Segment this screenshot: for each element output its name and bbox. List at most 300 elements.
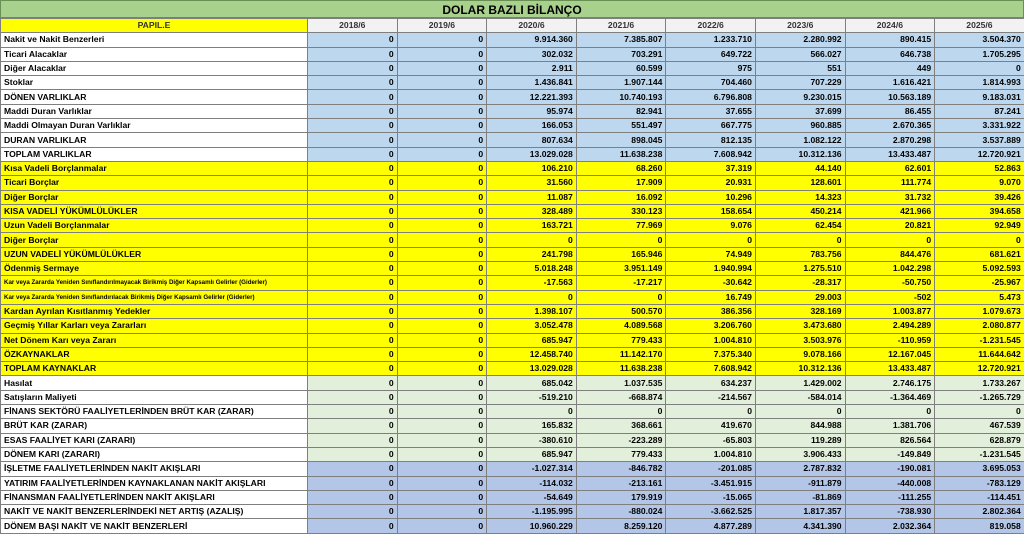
value-cell[interactable]: 0	[308, 76, 398, 90]
value-cell[interactable]: 0	[308, 347, 398, 361]
value-cell[interactable]: 0	[397, 104, 487, 118]
header-year-cell[interactable]: 2019/6	[397, 19, 487, 33]
row-label-cell[interactable]: Hasılat	[1, 376, 308, 390]
value-cell[interactable]: 386.356	[666, 304, 756, 318]
value-cell[interactable]: 11.638.238	[576, 147, 666, 161]
value-cell[interactable]: 0	[397, 476, 487, 490]
value-cell[interactable]: 12.221.393	[487, 90, 577, 104]
value-cell[interactable]: 0	[397, 204, 487, 218]
value-cell[interactable]: 4.341.390	[755, 519, 845, 533]
value-cell[interactable]: 1.429.002	[755, 376, 845, 390]
value-cell[interactable]: 2.080.877	[935, 319, 1024, 333]
value-cell[interactable]: -50.750	[845, 276, 935, 290]
value-cell[interactable]: 0	[397, 90, 487, 104]
value-cell[interactable]: 0	[397, 76, 487, 90]
value-cell[interactable]: 1.814.993	[935, 76, 1024, 90]
value-cell[interactable]: 0	[308, 247, 398, 261]
value-cell[interactable]: 1.233.710	[666, 33, 756, 47]
value-cell[interactable]: 0	[308, 161, 398, 175]
value-cell[interactable]: 1.275.510	[755, 262, 845, 276]
value-cell[interactable]: 9.914.360	[487, 33, 577, 47]
value-cell[interactable]: -110.959	[845, 333, 935, 347]
value-cell[interactable]: 5.092.593	[935, 262, 1024, 276]
value-cell[interactable]: -1.364.469	[845, 390, 935, 404]
value-cell[interactable]: 16.092	[576, 190, 666, 204]
value-cell[interactable]: 0	[308, 104, 398, 118]
row-label-cell[interactable]: Nakit ve Nakit Benzerleri	[1, 33, 308, 47]
value-cell[interactable]: -214.567	[666, 390, 756, 404]
value-cell[interactable]: 0	[845, 405, 935, 419]
value-cell[interactable]: 0	[397, 319, 487, 333]
value-cell[interactable]: 394.658	[935, 204, 1024, 218]
header-year-cell[interactable]: 2023/6	[755, 19, 845, 33]
value-cell[interactable]: 0	[397, 333, 487, 347]
value-cell[interactable]: 0	[308, 362, 398, 376]
value-cell[interactable]: 29.003	[755, 290, 845, 304]
value-cell[interactable]: 649.722	[666, 47, 756, 61]
value-cell[interactable]: -17.563	[487, 276, 577, 290]
value-cell[interactable]: 10.296	[666, 190, 756, 204]
row-label-cell[interactable]: Ticari Alacaklar	[1, 47, 308, 61]
value-cell[interactable]: 1.436.841	[487, 76, 577, 90]
value-cell[interactable]: 0	[397, 290, 487, 304]
header-year-cell[interactable]: 2018/6	[308, 19, 398, 33]
value-cell[interactable]: 1.004.810	[666, 447, 756, 461]
value-cell[interactable]: 1.616.421	[845, 76, 935, 90]
value-cell[interactable]: 68.260	[576, 161, 666, 175]
value-cell[interactable]: 44.140	[755, 161, 845, 175]
value-cell[interactable]: 0	[308, 262, 398, 276]
value-cell[interactable]: 0	[308, 147, 398, 161]
row-label-cell[interactable]: Kar veya Zararda Yeniden Sınıflandırılacak Birikmiş Diğer Kapsamlı Gelirler (Giderler)	[1, 290, 308, 304]
value-cell[interactable]: 95.974	[487, 104, 577, 118]
value-cell[interactable]: 37.319	[666, 161, 756, 175]
value-cell[interactable]: 0	[755, 233, 845, 247]
value-cell[interactable]: 0	[308, 176, 398, 190]
value-cell[interactable]: 0	[397, 362, 487, 376]
value-cell[interactable]: 0	[935, 61, 1024, 75]
value-cell[interactable]: 0	[308, 447, 398, 461]
value-cell[interactable]: -1.231.545	[935, 333, 1024, 347]
value-cell[interactable]: 975	[666, 61, 756, 75]
value-cell[interactable]: 163.721	[487, 219, 577, 233]
header-year-cell[interactable]: 2022/6	[666, 19, 756, 33]
value-cell[interactable]: 13.029.028	[487, 147, 577, 161]
value-cell[interactable]: 39.426	[935, 190, 1024, 204]
value-cell[interactable]: 0	[308, 233, 398, 247]
value-cell[interactable]: 13.433.487	[845, 362, 935, 376]
row-label-cell[interactable]: Maddi Duran Varlıklar	[1, 104, 308, 118]
value-cell[interactable]: 4.877.289	[666, 519, 756, 533]
value-cell[interactable]: 2.870.298	[845, 133, 935, 147]
value-cell[interactable]: -846.782	[576, 462, 666, 476]
value-cell[interactable]: 0	[487, 290, 577, 304]
value-cell[interactable]: 779.433	[576, 447, 666, 461]
value-cell[interactable]: 0	[308, 219, 398, 233]
row-label-cell[interactable]: Geçmiş Yıllar Karları veya Zararları	[1, 319, 308, 333]
value-cell[interactable]: 2.670.365	[845, 119, 935, 133]
value-cell[interactable]: -81.869	[755, 490, 845, 504]
value-cell[interactable]: -213.161	[576, 476, 666, 490]
row-label-cell[interactable]: Kardan Ayrılan Kısıtlanmış Yedekler	[1, 304, 308, 318]
value-cell[interactable]: 119.289	[755, 433, 845, 447]
value-cell[interactable]: 0	[308, 390, 398, 404]
value-cell[interactable]: -519.210	[487, 390, 577, 404]
value-cell[interactable]: -584.014	[755, 390, 845, 404]
value-cell[interactable]: -25.967	[935, 276, 1024, 290]
value-cell[interactable]: 551.497	[576, 119, 666, 133]
value-cell[interactable]: 3.331.922	[935, 119, 1024, 133]
value-cell[interactable]: 9.078.166	[755, 347, 845, 361]
value-cell[interactable]: -880.024	[576, 505, 666, 519]
row-label-cell[interactable]: Net Dönem Karı veya Zararı	[1, 333, 308, 347]
value-cell[interactable]: 0	[397, 133, 487, 147]
value-cell[interactable]: -114.032	[487, 476, 577, 490]
value-cell[interactable]: 111.774	[845, 176, 935, 190]
value-cell[interactable]: 0	[308, 490, 398, 504]
value-cell[interactable]: 1.733.267	[935, 376, 1024, 390]
value-cell[interactable]: 13.029.028	[487, 362, 577, 376]
value-cell[interactable]: 783.756	[755, 247, 845, 261]
value-cell[interactable]: 0	[397, 161, 487, 175]
value-cell[interactable]: 0	[397, 505, 487, 519]
value-cell[interactable]: 14.323	[755, 190, 845, 204]
value-cell[interactable]: 1.004.810	[666, 333, 756, 347]
value-cell[interactable]: 0	[308, 333, 398, 347]
value-cell[interactable]: 1.037.535	[576, 376, 666, 390]
value-cell[interactable]: 551	[755, 61, 845, 75]
value-cell[interactable]: 20.821	[845, 219, 935, 233]
value-cell[interactable]: 10.312.136	[755, 362, 845, 376]
value-cell[interactable]: -1.265.729	[935, 390, 1024, 404]
value-cell[interactable]: 0	[397, 47, 487, 61]
row-label-cell[interactable]: Stoklar	[1, 76, 308, 90]
value-cell[interactable]: 449	[845, 61, 935, 75]
value-cell[interactable]: 844.988	[755, 419, 845, 433]
value-cell[interactable]: 0	[397, 405, 487, 419]
value-cell[interactable]: 165.832	[487, 419, 577, 433]
value-cell[interactable]: -190.081	[845, 462, 935, 476]
value-cell[interactable]: 62.454	[755, 219, 845, 233]
value-cell[interactable]: 844.476	[845, 247, 935, 261]
value-cell[interactable]: 0	[397, 433, 487, 447]
value-cell[interactable]: 302.032	[487, 47, 577, 61]
value-cell[interactable]: 3.206.760	[666, 319, 756, 333]
value-cell[interactable]: 52.863	[935, 161, 1024, 175]
value-cell[interactable]: 0	[935, 405, 1024, 419]
value-cell[interactable]: 667.775	[666, 119, 756, 133]
row-label-cell[interactable]: Maddi Olmayan Duran Varlıklar	[1, 119, 308, 133]
row-label-cell[interactable]: Diğer Borçlar	[1, 190, 308, 204]
value-cell[interactable]: 328.169	[755, 304, 845, 318]
value-cell[interactable]: 0	[308, 61, 398, 75]
value-cell[interactable]: 1.940.994	[666, 262, 756, 276]
value-cell[interactable]: 5.473	[935, 290, 1024, 304]
value-cell[interactable]: 6.796.808	[666, 90, 756, 104]
value-cell[interactable]: 0	[308, 505, 398, 519]
value-cell[interactable]: 1.381.706	[845, 419, 935, 433]
value-cell[interactable]: 0	[308, 290, 398, 304]
value-cell[interactable]: 646.738	[845, 47, 935, 61]
value-cell[interactable]: 0	[397, 462, 487, 476]
value-cell[interactable]: 11.087	[487, 190, 577, 204]
value-cell[interactable]: 0	[308, 190, 398, 204]
value-cell[interactable]: 368.661	[576, 419, 666, 433]
value-cell[interactable]: -223.289	[576, 433, 666, 447]
value-cell[interactable]: 9.183.031	[935, 90, 1024, 104]
row-label-cell[interactable]: BRÜT KAR (ZARAR)	[1, 419, 308, 433]
value-cell[interactable]: 3.052.478	[487, 319, 577, 333]
value-cell[interactable]: 16.749	[666, 290, 756, 304]
value-cell[interactable]: 0	[397, 219, 487, 233]
value-cell[interactable]: 2.787.832	[755, 462, 845, 476]
value-cell[interactable]: 13.433.487	[845, 147, 935, 161]
header-year-cell[interactable]: 2025/6	[935, 19, 1024, 33]
value-cell[interactable]: 82.941	[576, 104, 666, 118]
row-label-cell[interactable]: Satışların Maliyeti	[1, 390, 308, 404]
value-cell[interactable]: 158.654	[666, 204, 756, 218]
value-cell[interactable]: 819.058	[935, 519, 1024, 533]
value-cell[interactable]: 0	[397, 276, 487, 290]
value-cell[interactable]: 0	[308, 204, 398, 218]
row-label-cell[interactable]: DÖNEM KARI (ZARARI)	[1, 447, 308, 461]
value-cell[interactable]: -783.129	[935, 476, 1024, 490]
value-cell[interactable]: 0	[397, 447, 487, 461]
value-cell[interactable]: 0	[576, 290, 666, 304]
value-cell[interactable]: 0	[397, 376, 487, 390]
value-cell[interactable]: 703.291	[576, 47, 666, 61]
value-cell[interactable]: 3.906.433	[755, 447, 845, 461]
value-cell[interactable]: 1.907.144	[576, 76, 666, 90]
value-cell[interactable]: -3.451.915	[666, 476, 756, 490]
value-cell[interactable]: 0	[397, 233, 487, 247]
value-cell[interactable]: 0	[308, 133, 398, 147]
value-cell[interactable]: 2.802.364	[935, 505, 1024, 519]
value-cell[interactable]: -201.085	[666, 462, 756, 476]
value-cell[interactable]: 9.076	[666, 219, 756, 233]
value-cell[interactable]: 0	[397, 176, 487, 190]
value-cell[interactable]: 898.045	[576, 133, 666, 147]
value-cell[interactable]: 0	[397, 304, 487, 318]
value-cell[interactable]: -502	[845, 290, 935, 304]
value-cell[interactable]: 3.504.370	[935, 33, 1024, 47]
header-label-cell[interactable]: PAPIL.E	[1, 19, 308, 33]
value-cell[interactable]: 2.911	[487, 61, 577, 75]
value-cell[interactable]: 419.670	[666, 419, 756, 433]
value-cell[interactable]: 0	[308, 405, 398, 419]
value-cell[interactable]: 826.564	[845, 433, 935, 447]
value-cell[interactable]: 0	[308, 433, 398, 447]
value-cell[interactable]: 2.494.289	[845, 319, 935, 333]
value-cell[interactable]: 685.042	[487, 376, 577, 390]
value-cell[interactable]: 0	[397, 519, 487, 533]
value-cell[interactable]: 685.947	[487, 447, 577, 461]
value-cell[interactable]: 106.210	[487, 161, 577, 175]
row-label-cell[interactable]: Kar veya Zararda Yeniden Sınıflandırılmayacak Birikmiş Diğer Kapsamlı Gelirler (Giderler)	[1, 276, 308, 290]
value-cell[interactable]: 1.705.295	[935, 47, 1024, 61]
value-cell[interactable]: 1.398.107	[487, 304, 577, 318]
value-cell[interactable]: 128.601	[755, 176, 845, 190]
value-cell[interactable]: 634.237	[666, 376, 756, 390]
value-cell[interactable]: 62.601	[845, 161, 935, 175]
value-cell[interactable]: 0	[308, 419, 398, 433]
header-year-cell[interactable]: 2020/6	[487, 19, 577, 33]
value-cell[interactable]: 86.455	[845, 104, 935, 118]
value-cell[interactable]: 10.312.136	[755, 147, 845, 161]
value-cell[interactable]: 2.746.175	[845, 376, 935, 390]
value-cell[interactable]: 11.644.642	[935, 347, 1024, 361]
value-cell[interactable]: 87.241	[935, 104, 1024, 118]
value-cell[interactable]: -114.451	[935, 490, 1024, 504]
value-cell[interactable]: 7.385.807	[576, 33, 666, 47]
value-cell[interactable]: 807.634	[487, 133, 577, 147]
value-cell[interactable]: 7.608.942	[666, 147, 756, 161]
value-cell[interactable]: 3.951.149	[576, 262, 666, 276]
value-cell[interactable]: 0	[397, 247, 487, 261]
value-cell[interactable]: 500.570	[576, 304, 666, 318]
row-label-cell[interactable]: Kısa Vadeli Borçlanmalar	[1, 161, 308, 175]
value-cell[interactable]: -28.317	[755, 276, 845, 290]
value-cell[interactable]: 0	[308, 90, 398, 104]
value-cell[interactable]: 1.003.877	[845, 304, 935, 318]
value-cell[interactable]: 812.135	[666, 133, 756, 147]
value-cell[interactable]: 3.695.053	[935, 462, 1024, 476]
value-cell[interactable]: 0	[397, 490, 487, 504]
value-cell[interactable]: 628.879	[935, 433, 1024, 447]
value-cell[interactable]: 31.732	[845, 190, 935, 204]
value-cell[interactable]: 0	[308, 462, 398, 476]
row-label-cell[interactable]: ÖZKAYNAKLAR	[1, 347, 308, 361]
value-cell[interactable]: 9.070	[935, 176, 1024, 190]
header-year-cell[interactable]: 2021/6	[576, 19, 666, 33]
value-cell[interactable]: 37.699	[755, 104, 845, 118]
row-label-cell[interactable]: TOPLAM KAYNAKLAR	[1, 362, 308, 376]
value-cell[interactable]: 11.142.170	[576, 347, 666, 361]
row-label-cell[interactable]: NAKİT VE NAKİT BENZERLERİNDEKİ NET ARTIŞ (AZALIŞ)	[1, 505, 308, 519]
value-cell[interactable]: 0	[397, 262, 487, 276]
row-label-cell[interactable]: TOPLAM VARLIKLAR	[1, 147, 308, 161]
value-cell[interactable]: 0	[935, 233, 1024, 247]
value-cell[interactable]: 704.460	[666, 76, 756, 90]
value-cell[interactable]: 10.960.229	[487, 519, 577, 533]
value-cell[interactable]: 12.720.921	[935, 147, 1024, 161]
value-cell[interactable]: 12.720.921	[935, 362, 1024, 376]
value-cell[interactable]: 11.638.238	[576, 362, 666, 376]
value-cell[interactable]: 0	[308, 33, 398, 47]
value-cell[interactable]: -380.610	[487, 433, 577, 447]
value-cell[interactable]: 2.280.992	[755, 33, 845, 47]
value-cell[interactable]: 0	[308, 476, 398, 490]
value-cell[interactable]: 0	[397, 390, 487, 404]
value-cell[interactable]: -1.231.545	[935, 447, 1024, 461]
value-cell[interactable]: -111.255	[845, 490, 935, 504]
value-cell[interactable]: -738.930	[845, 505, 935, 519]
value-cell[interactable]: 707.229	[755, 76, 845, 90]
value-cell[interactable]: -54.649	[487, 490, 577, 504]
value-cell[interactable]: 12.458.740	[487, 347, 577, 361]
header-year-cell[interactable]: 2024/6	[845, 19, 935, 33]
row-label-cell[interactable]: DÖNEM BAŞI NAKİT VE NAKİT BENZERLERİ	[1, 519, 308, 533]
value-cell[interactable]: 685.947	[487, 333, 577, 347]
value-cell[interactable]: 1.079.673	[935, 304, 1024, 318]
value-cell[interactable]: 179.919	[576, 490, 666, 504]
value-cell[interactable]: -668.874	[576, 390, 666, 404]
row-label-cell[interactable]: FİNANS SEKTÖRÜ FAALİYETLERİNDEN BRÜT KAR (ZARAR)	[1, 405, 308, 419]
value-cell[interactable]: 74.949	[666, 247, 756, 261]
value-cell[interactable]: -3.662.525	[666, 505, 756, 519]
value-cell[interactable]: 0	[308, 276, 398, 290]
value-cell[interactable]: 241.798	[487, 247, 577, 261]
value-cell[interactable]: 2.032.364	[845, 519, 935, 533]
value-cell[interactable]: 0	[397, 119, 487, 133]
value-cell[interactable]: 328.489	[487, 204, 577, 218]
value-cell[interactable]: 0	[576, 233, 666, 247]
row-label-cell[interactable]: Uzun Vadeli Borçlanmalar	[1, 219, 308, 233]
value-cell[interactable]: 1.042.298	[845, 262, 935, 276]
value-cell[interactable]: 0	[397, 33, 487, 47]
value-cell[interactable]: -65.803	[666, 433, 756, 447]
value-cell[interactable]: 0	[755, 405, 845, 419]
value-cell[interactable]: 0	[397, 347, 487, 361]
value-cell[interactable]: 165.946	[576, 247, 666, 261]
value-cell[interactable]: 31.560	[487, 176, 577, 190]
value-cell[interactable]: 17.909	[576, 176, 666, 190]
value-cell[interactable]: 3.537.889	[935, 133, 1024, 147]
value-cell[interactable]: 0	[845, 233, 935, 247]
value-cell[interactable]: -30.642	[666, 276, 756, 290]
row-label-cell[interactable]: ESAS FAALİYET KARI (ZARARI)	[1, 433, 308, 447]
value-cell[interactable]: -440.008	[845, 476, 935, 490]
row-label-cell[interactable]: Ödenmiş Sermaye	[1, 262, 308, 276]
value-cell[interactable]: 0	[576, 405, 666, 419]
value-cell[interactable]: 779.433	[576, 333, 666, 347]
value-cell[interactable]: 0	[487, 405, 577, 419]
value-cell[interactable]: -15.065	[666, 490, 756, 504]
value-cell[interactable]: 10.740.193	[576, 90, 666, 104]
value-cell[interactable]: 0	[308, 119, 398, 133]
value-cell[interactable]: 0	[308, 47, 398, 61]
value-cell[interactable]: 4.089.568	[576, 319, 666, 333]
value-cell[interactable]: 0	[308, 319, 398, 333]
value-cell[interactable]: 37.655	[666, 104, 756, 118]
value-cell[interactable]: 0	[666, 233, 756, 247]
value-cell[interactable]: -911.879	[755, 476, 845, 490]
value-cell[interactable]: -1.195.995	[487, 505, 577, 519]
value-cell[interactable]: 960.885	[755, 119, 845, 133]
value-cell[interactable]: 681.621	[935, 247, 1024, 261]
value-cell[interactable]: 3.503.976	[755, 333, 845, 347]
row-label-cell[interactable]: FİNANSMAN FAALİYETLERİNDEN NAKİT AKIŞLARI	[1, 490, 308, 504]
value-cell[interactable]: 7.375.340	[666, 347, 756, 361]
value-cell[interactable]: 12.167.045	[845, 347, 935, 361]
value-cell[interactable]: 10.563.189	[845, 90, 935, 104]
value-cell[interactable]: 0	[308, 304, 398, 318]
row-label-cell[interactable]: DURAN VARLIKLAR	[1, 133, 308, 147]
row-label-cell[interactable]: Diğer Alacaklar	[1, 61, 308, 75]
value-cell[interactable]: 60.599	[576, 61, 666, 75]
value-cell[interactable]: 0	[397, 190, 487, 204]
row-label-cell[interactable]: Diğer Borçlar	[1, 233, 308, 247]
row-label-cell[interactable]: İŞLETME FAALİYETLERİNDEN NAKİT AKIŞLARI	[1, 462, 308, 476]
value-cell[interactable]: 1.082.122	[755, 133, 845, 147]
value-cell[interactable]: 566.027	[755, 47, 845, 61]
value-cell[interactable]: 0	[308, 519, 398, 533]
value-cell[interactable]: 0	[397, 419, 487, 433]
value-cell[interactable]: -17.217	[576, 276, 666, 290]
value-cell[interactable]: 166.053	[487, 119, 577, 133]
value-cell[interactable]: 330.123	[576, 204, 666, 218]
row-label-cell[interactable]: YATIRIM FAALİYETLERİNDEN KAYNAKLANAN NAKİT AKIŞLARI	[1, 476, 308, 490]
